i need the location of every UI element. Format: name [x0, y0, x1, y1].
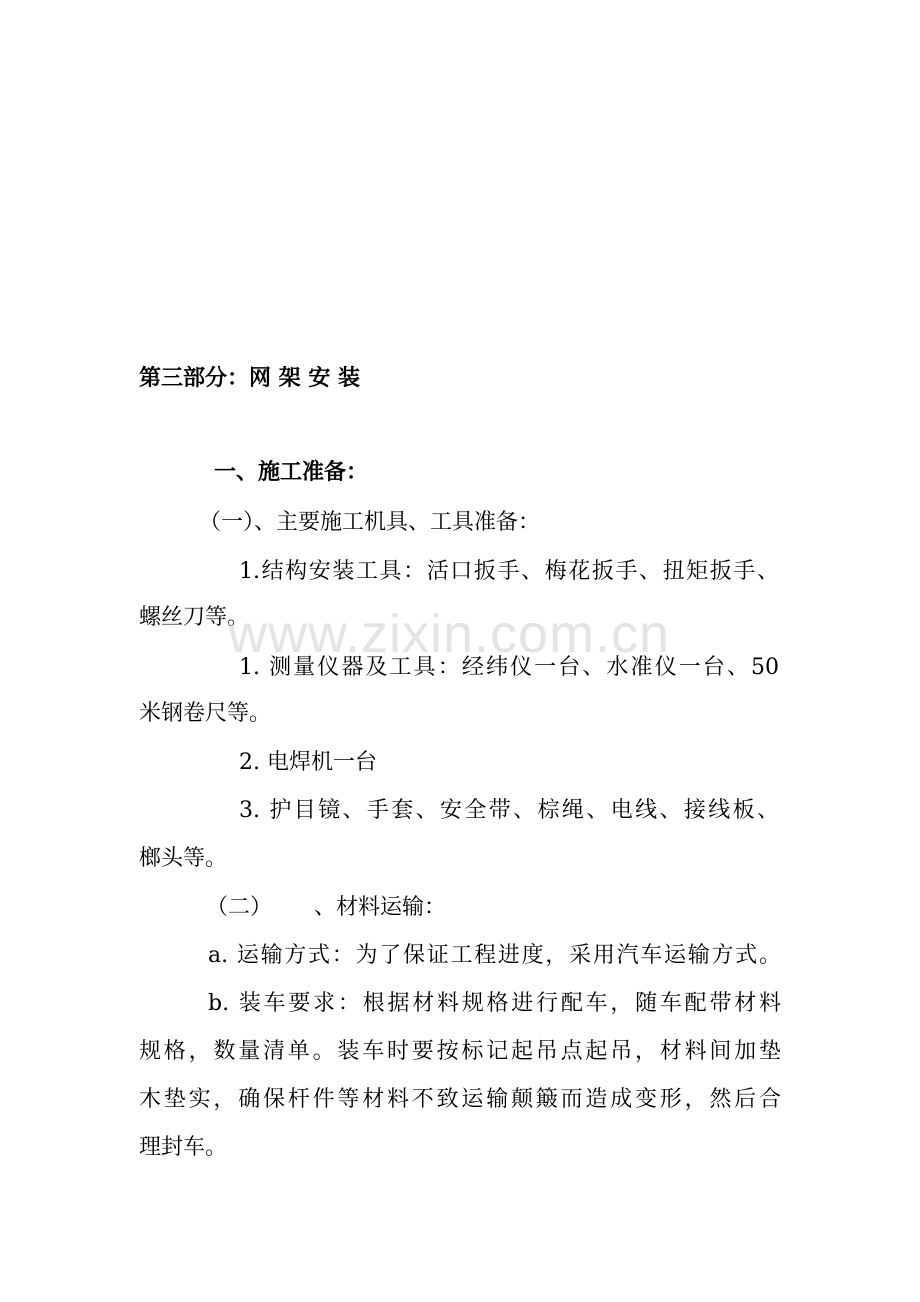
paragraph-line: 3. 护目镜、手套、安全带、棕绳、电线、接线板、: [239, 798, 779, 823]
paragraph-line: 2. 电焊机一台: [239, 750, 377, 775]
paragraph-line: 1. 测量仪器及工具：经纬仪一台、水准仪一台、50: [239, 655, 779, 680]
paragraph-line: a. 运输方式：为了保证工程进度，采用汽车运输方式。: [208, 943, 781, 968]
paragraph-line: 米钢卷尺等。: [139, 701, 272, 726]
paragraph-line: 木垫实，确保杆件等材料不致运输颠簸而造成变形，然后合: [139, 1087, 781, 1112]
paragraph-line: 螺丝刀等。: [139, 605, 250, 630]
paragraph-line: 理封车。: [139, 1135, 228, 1160]
paragraph-line: 规格，数量清单。装车时要按标记起吊点起吊，材料间加垫: [139, 1039, 781, 1064]
subsection-heading: （一）、主要施工机具、工具准备：: [199, 510, 541, 535]
paragraph-line: b. 装车要求：根据材料规格进行配车，随车配带材料: [208, 991, 781, 1016]
part-title: 第三部分：网 架 安 装: [139, 365, 360, 391]
subsection-heading: （二） 、材料运输：: [206, 895, 446, 920]
paragraph-line: 1.结构安装工具：活口扳手、梅花扳手、扭矩扳手、: [239, 559, 779, 584]
watermark-text: www.zixin.com.cn: [228, 604, 671, 664]
section-heading: 一、施工准备：: [214, 459, 369, 485]
paragraph-line: 榔头等。: [139, 846, 228, 871]
